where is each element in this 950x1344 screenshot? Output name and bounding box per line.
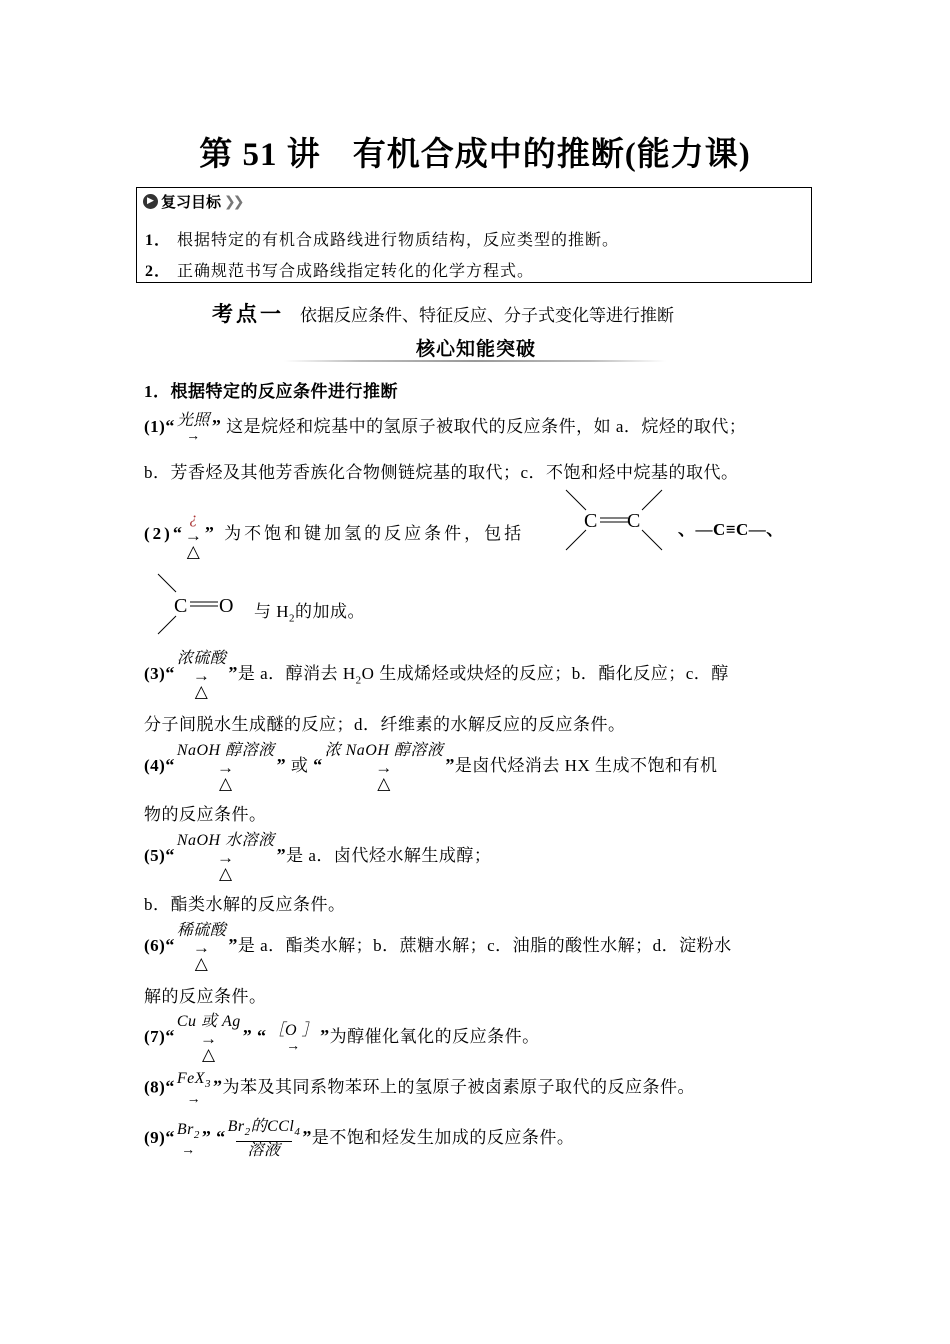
- goal-item: 1． 根据特定的有机合成路线进行物质结构，反应类型的推断。: [145, 232, 620, 249]
- condition-line-7: (7)“ Cu 或 Ag → △ ” “ ［O ］ → ”为醇催化氧化的反应条件。: [144, 1013, 540, 1064]
- goals-header: ▶ 复习目标 ❯❯: [143, 191, 241, 212]
- condition-line-6b: 解的反应条件。: [144, 987, 267, 1006]
- condition-line-6: (6)“ 稀硫酸 → △ ”是 a．酯类水解；b．蔗糖水解；c．油脂的酸性水解；d．淀粉水: [144, 922, 732, 973]
- condition-line-4: (4)“ NaOH 醇溶液 → △ ” 或 “ 浓 NaOH 醇溶液 → △ ”是卤代烃消去 HX 生成不饱和有机: [144, 742, 718, 793]
- alkene-structure: [562, 488, 672, 552]
- condition-line-5b: b．酯类水解的反应条件。: [144, 895, 346, 914]
- condition-line-1b: b．芳香烃及其他芳香族化合物侧链烷基的取代；c．不饱和烃中烷基的取代。: [144, 463, 739, 482]
- kaodian-heading: 考点一 依据反应条件、特征反应、分子式变化等进行推断: [212, 302, 674, 326]
- review-goals-box: [136, 187, 812, 283]
- condition-line-3: (3)“ 浓硫酸 → △ ”是 a．醇消去 $H_2O$ 生成烯烃或炔烃的反应；b．酯化反应；c．醇: [144, 650, 729, 701]
- oxygen-label: O: [219, 595, 234, 617]
- condition-line-3b: 分子间脱水生成醚的反应；d．纤维素的水解反应的反应条件。: [144, 715, 626, 734]
- carbon-right-label: C: [627, 510, 641, 532]
- page-title: 第 51 讲 有机合成中的推断(能力课): [199, 137, 751, 173]
- section-heading: 1．根据特定的反应条件进行推断: [144, 382, 398, 401]
- carbon-label: C: [174, 595, 188, 617]
- double-chevron-right-icon: ❯❯: [224, 193, 242, 210]
- condition-line-9: (9)“ $Br_2$ → ” “ $Br_2$的CCl$_4$ 溶液 ”是不饱和烃发生加成的反应条件。: [144, 1118, 575, 1160]
- condition-line-2: (2)“ ¿ → △ ” 为不饱和键加氢的反应条件，包括: [144, 510, 525, 561]
- carbon-left-label: C: [584, 510, 598, 532]
- condition-line-2b: 与 $H_2$的加成。: [254, 602, 366, 625]
- condition-line-4b: 物的反应条件。: [144, 805, 267, 824]
- alkyne-text: 、—C≡C—、: [678, 520, 784, 539]
- core-section-banner: 核心知能突破: [284, 334, 666, 364]
- divider: [284, 360, 666, 362]
- condition-line-1: (1)“ 光照 → ” 这是烷烃和烷基中的氢原子被取代的反应条件，如 a．烷烃的取代；: [144, 412, 747, 445]
- play-icon: ▶: [143, 194, 158, 209]
- condition-line-5: (5)“ NaOH 水溶液 → △ ”是 a．卤代烃水解生成醇；: [144, 832, 492, 883]
- goal-item: 2． 正确规范书写合成路线指定转化的化学方程式。: [145, 263, 535, 280]
- condition-line-8: (8)“ FeX$_3$ → ”为苯及其同系物苯环上的氢原子被卤素原子取代的反应条件。: [144, 1070, 695, 1108]
- carbonyl-structure: [152, 572, 248, 636]
